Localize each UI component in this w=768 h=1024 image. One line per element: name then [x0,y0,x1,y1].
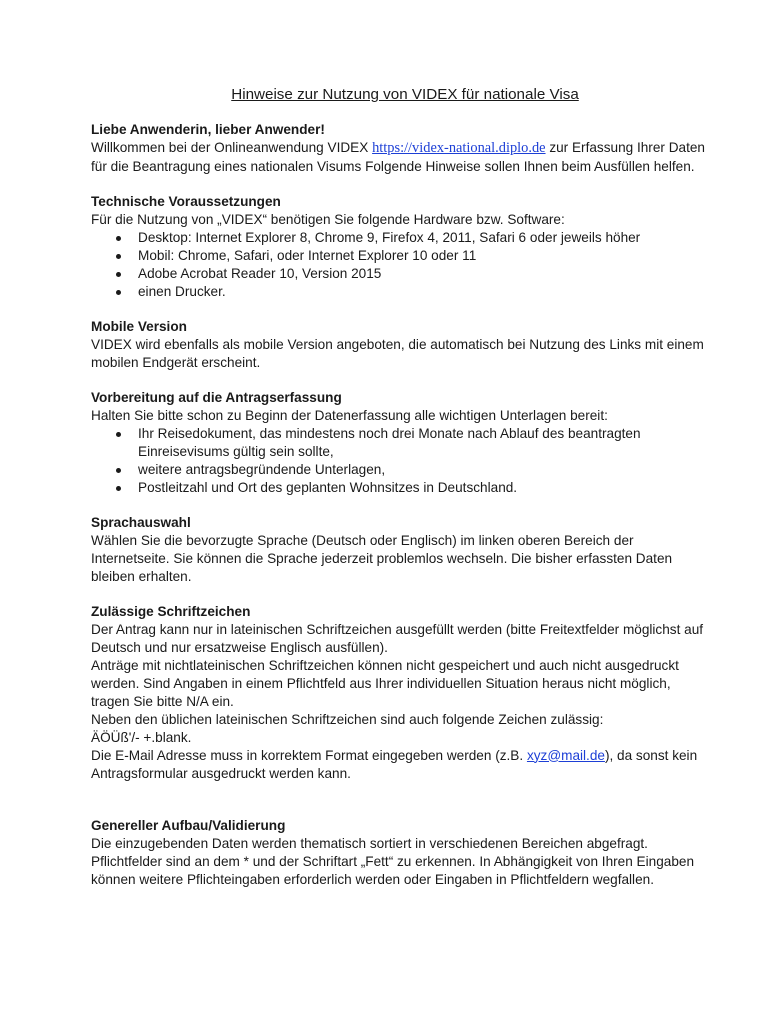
structure-text: Die einzugebenden Daten werden thematisch sortiert in verschiedenen Bereichen abgefragt. Pflichtfelder sind an dem * und der Schriftart „Fett“ zu erkennen. In Abhängigkeit von Ihren Eingaben können weitere Pflichteingaben erforderlich werden oder Eingaben in Pflichtfeldern wegfallen. [91,836,695,888]
characters-p3: Neben den üblichen lateinischen Schriftzeichen sind auch folgende Zeichen zulässig: [91,711,604,727]
list-item: Adobe Acrobat Reader 10, Version 2015 [138,265,711,283]
technical-list [91,229,711,301]
section-technical [91,193,711,300]
list-item: Postleitzahl und Ort des geplanten Wohnsitzes in Deutschland. [138,479,711,497]
mobile-heading: Mobile Version [91,319,187,335]
mobile-text: VIDEX wird ebenfalls als mobile Version angeboten, die automatisch bei Nutzung des Links mit einem mobilen Endgerät erscheint. [91,336,704,370]
greeting-text-after: zur Erfassung Ihrer Daten für die Beantragung eines nationalen Visums Folgende Hinweise sollen Ihnen beim Ausfüllen helfen. [91,139,705,174]
list-item: einen Drucker. [138,283,711,301]
email-text-after: ), da sonst kein Antragsformular ausgedruckt werden kann. [91,747,698,781]
section-language [91,514,711,586]
characters-p1: Der Antrag kann nur in lateinischen Schriftzeichen ausgefüllt werden (bitte Freitextfelder möglichst auf Deutsch und nur ersatzweise Englisch ausfüllen). [91,622,704,656]
greeting-heading: Liebe Anwenderin, lieber Anwender! [91,121,325,137]
language-heading: Sprachauswahl [91,515,191,531]
section-preparation [91,389,711,496]
videx-link[interactable]: https://videx-national.diplo.de [372,139,546,156]
characters-p4: ÄÖÜß'/- +.blank. [91,729,192,745]
preparation-heading: Vorbereitung auf die Antragserfassung [91,390,342,406]
email-text-before: Die E-Mail Adresse muss in korrektem Format eingegeben werden (z.B. [91,747,527,763]
list-item: weitere antragsbegründende Unterlagen, [138,461,711,479]
list-item: Mobil: Chrome, Safari, oder Internet Explorer 10 oder 11 [138,247,711,265]
list-item: Ihr Reisedokument, das mindestens noch drei Monate nach Ablauf des beantragten Einreisevisums gültig sein sollte, [138,425,711,461]
list-item: Desktop: Internet Explorer 8, Chrome 9, Firefox 4, 2011, Safari 6 oder jeweils höher [138,229,711,247]
section-structure [91,817,711,889]
characters-heading: Zulässige Schriftzeichen [91,604,251,620]
greeting-text-before: Willkommen bei der Onlineanwendung VIDEX [91,139,373,155]
preparation-list [91,425,711,497]
preparation-intro: Halten Sie bitte schon zu Beginn der Datenerfassung alle wichtigen Unterlagen bereit: [91,408,608,424]
language-text: Wählen Sie die bevorzugte Sprache (Deutsch oder Englisch) im linken oberen Bereich der Internetseite. Sie können die Sprache jederzeit problemlos wechseln. Die bisher erfassten Daten bleiben erhalten. [91,533,673,584]
section-mobile [91,318,711,372]
characters-p2: Anträge mit nichtlateinischen Schriftzeichen können nicht gespeichert und auch nicht ausgedruckt werden. Sind Angaben in einem Pflichtfeld aus Ihrer individuellen Situation heraus nicht möglich, tragen Sie bitte N/A ein. [91,658,679,709]
document-page [91,86,711,907]
greeting-text [91,139,711,176]
structure-heading: Genereller Aufbau/Validierung [91,818,286,834]
section-characters [91,603,711,782]
characters-email [91,747,711,783]
email-example-link[interactable]: xyz@mail.de [526,747,605,763]
document-title: Hinweise zur Nutzung von VIDEX für nationale Visa [231,86,579,103]
technical-heading: Technische Voraussetzungen [91,194,281,210]
section-greeting [91,121,711,176]
technical-intro: Für die Nutzung von „VIDEX“ benötigen Sie folgende Hardware bzw. Software: [91,212,565,228]
